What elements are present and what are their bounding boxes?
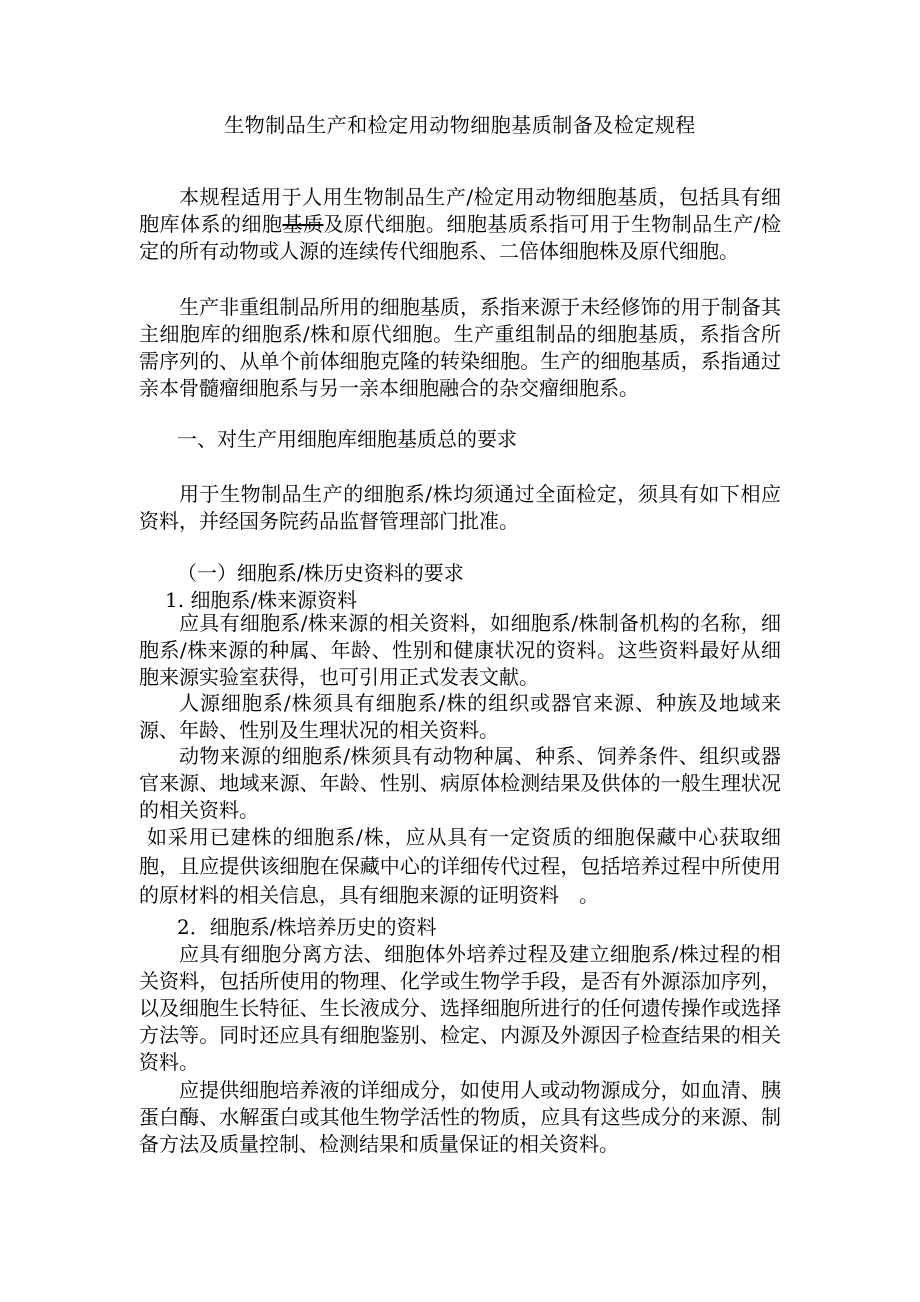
- item2-paragraph-1: 应具有细胞分离方法、细胞体外培养过程及建立细胞系/株过程的相关资料，包括所使用的物理、化学或生物学手段，是否有外源添加序列，以及细胞生长特征、生长液成分、选择细胞所进行的任何遗传操作或选择方法等。同时还应具有细胞鉴别、检定、内源及外源因子检查结果的相关资料。: [139, 942, 781, 1074]
- section1-heading: 一、对生产用细胞库细胞基质总的要求: [177, 427, 517, 451]
- item1-paragraph-4: 如采用已建株的细胞系/株，应从具有一定资质的细胞保藏中心获取细胞，且应提供该细胞在保藏中心的详细传代过程，包括培养过程中所使用的原材料的相关信息，具有细胞来源的证明资料 。: [139, 825, 781, 907]
- intro-p1-before: 本规程适用于人用生物制品生产/检定用动物细胞基质，包括具有细胞库体系的细胞: [139, 185, 781, 236]
- item1-paragraph-2: 人源细胞系/株须具有细胞系/株的组织或器官来源、种族及地域来源、年龄、性别及生理状况的相关资料。: [139, 691, 781, 742]
- item2-paragraph-2: 应提供细胞培养液的详细成分，如使用人或动物源成分，如血清、胰蛋白酶、水解蛋白或其他生物学活性的物质，应具有这些成分的来源、制备方法及质量控制、检测结果和质量保证的相关资料。: [139, 1078, 781, 1156]
- intro-paragraph-1: [139, 184, 781, 265]
- section1-paragraph: 用于生物制品生产的细胞系/株均须通过全面检定，须具有如下相应资料，并经国务院药品监督管理部门批准。: [139, 482, 781, 533]
- subsection1-heading: （一）细胞系/株历史资料的要求: [177, 561, 464, 585]
- intro-p1-after: 及原代细胞。细胞基质系指可用于生物制品生产/检定的所有动物或人源的连续传代细胞系、二倍体细胞株及原代细胞。: [139, 212, 781, 263]
- item1-paragraph-1: 应具有细胞系/株来源的相关资料，如细胞系/株制备机构的名称，细胞系/株来源的种属、年龄、性别和健康状况的资料。这些资料最好从细胞来源实验室获得，也可引用正式发表文献。: [139, 611, 781, 689]
- item2-title: 2．细胞系/株培养历史的资料: [177, 915, 437, 939]
- item1-title: 1. 细胞系/株来源资料: [165, 588, 358, 612]
- item1-paragraph-3: 动物来源的细胞系/株须具有动物种属、种系、饲养条件、组织或器官来源、地域来源、年龄、性别、病原体检测结果及供体的一般生理状况的相关资料。: [139, 744, 781, 822]
- intro-paragraph-2: 生产非重组制品所用的细胞基质，系指来源于未经修饰的用于制备其主细胞库的细胞系/株和原代细胞。生产重组制品的细胞基质，系指含所需序列的、从单个前体细胞克隆的转染细胞。生产的细胞基质，系指通过亲本骨髓瘤细胞系与另一亲本细胞融合的杂交瘤细胞系。: [139, 295, 781, 400]
- document-title: 生物制品生产和检定用动物细胞基质制备及检定规程: [224, 113, 696, 137]
- intro-p1-struck: 基质: [282, 212, 324, 236]
